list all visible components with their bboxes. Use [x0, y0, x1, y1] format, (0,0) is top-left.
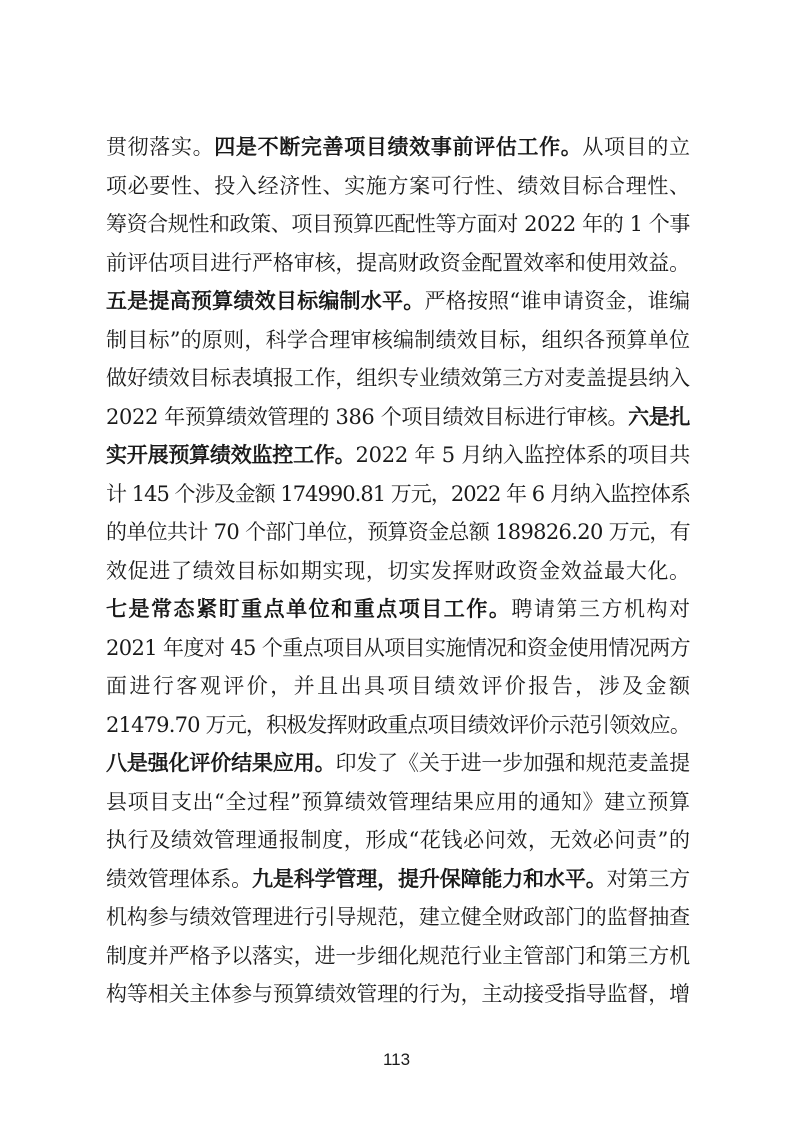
- text-segment: 对第三方: [606, 866, 690, 891]
- text-line: [106, 282, 690, 321]
- text-line: [106, 205, 690, 244]
- text-segment: 机构参与绩效管理进行引导规范，建立健全财政部门的监督抽查: [106, 905, 690, 929]
- text-line: [106, 128, 690, 167]
- text-segment: 绩效管理体系。: [106, 866, 252, 891]
- text-segment: 前评估项目进行严格审核，提高财政资金配置效率和使用效益。: [106, 250, 690, 275]
- text-line: [106, 744, 690, 783]
- text-line: [106, 513, 690, 552]
- text-segment: 计 145 个涉及金额 174990.81 万元，2022 年 6 月纳入监控体系: [106, 481, 690, 506]
- text-segment: 2022 年预算绩效管理的 386 个项目绩效目标进行审核。: [106, 404, 629, 429]
- text-line: [106, 359, 690, 398]
- text-line: [106, 706, 690, 745]
- text-line: [106, 398, 690, 437]
- text-segment: 印发了《关于进一步加强和规范麦盖提: [335, 751, 690, 775]
- text-line: [106, 321, 690, 360]
- text-segment: 执行及绩效管理通报制度，形成“花钱必问效，无效必问责”的: [106, 828, 690, 852]
- text-segment: 从项目的立: [582, 135, 690, 159]
- bold-heading-phrase: 七是常态紧盯重点单位和重点项目工作。: [106, 597, 512, 621]
- text-segment: 筹资合规性和政策、项目预算匹配性等方面对 2022 年的 1 个事: [106, 212, 690, 236]
- text-line: [106, 975, 690, 1014]
- text-line: [106, 475, 690, 514]
- text-line: [106, 590, 690, 629]
- text-line: [106, 436, 690, 475]
- text-segment: 县项目支出“全过程”预算绩效管理结果应用的通知》建立预算: [106, 789, 690, 814]
- text-line: [106, 244, 690, 283]
- text-segment: 2022 年 5 月纳入监控体系的项目共: [355, 443, 690, 467]
- bold-heading-phrase: 六是扎: [628, 404, 690, 429]
- text-line: [106, 167, 690, 206]
- text-line: [106, 552, 690, 591]
- text-segment: 21479.70 万元，积极发挥财政重点项目绩效评价示范引领效应。: [106, 712, 690, 737]
- text-segment: 面进行客观评价，并且出具项目绩效评价报告，涉及金额: [106, 674, 690, 698]
- bold-heading-phrase: 五是提高预算绩效目标编制水平。: [106, 289, 425, 313]
- text-line: [106, 937, 690, 976]
- text-segment: 效促进了绩效目标如期实现，切实发挥财政资金效益最大化。: [106, 558, 690, 583]
- bold-heading-phrase: 四是不断完善项目绩效事前评估工作。: [214, 135, 583, 159]
- text-line: [106, 783, 690, 822]
- body-text: [106, 128, 690, 1014]
- text-segment: 2021 年度对 45 个重点项目从项目实施情况和资金使用情况两方: [106, 635, 690, 660]
- text-line: [106, 898, 690, 937]
- text-segment: 贯彻落实。: [106, 135, 215, 159]
- text-line: [106, 629, 690, 668]
- text-segment: 制度并严格予以落实，进一步细化规范行业主管部门和第三方机: [106, 943, 690, 968]
- text-line: [106, 821, 690, 860]
- text-segment: 项必要性、投入经济性、实施方案可行性、绩效目标合理性、: [106, 173, 690, 198]
- text-line: [106, 860, 690, 899]
- text-segment: 制目标”的原则，科学合理审核编制绩效目标，组织各预算单位: [106, 327, 690, 352]
- bold-heading-phrase: 八是强化评价结果应用。: [106, 751, 336, 775]
- bold-heading-phrase: 九是科学管理，提升保障能力和水平。: [252, 866, 607, 891]
- text-segment: 构等相关主体参与预算绩效管理的行为，主动接受指导监督，增: [106, 982, 690, 1006]
- text-line: [106, 667, 690, 706]
- text-segment: 聘请第三方机构对: [511, 597, 690, 621]
- text-segment: 的单位共计 70 个部门单位，预算资金总额 189826.20 万元，有: [106, 520, 690, 544]
- page-number: 113: [382, 1050, 411, 1069]
- text-segment: 严格按照“谁申请资金，谁编: [424, 289, 690, 313]
- text-segment: 做好绩效目标表填报工作，组织专业绩效第三方对麦盖提县纳入: [106, 366, 690, 390]
- bold-heading-phrase: 实开展预算绩效监控工作。: [106, 443, 356, 467]
